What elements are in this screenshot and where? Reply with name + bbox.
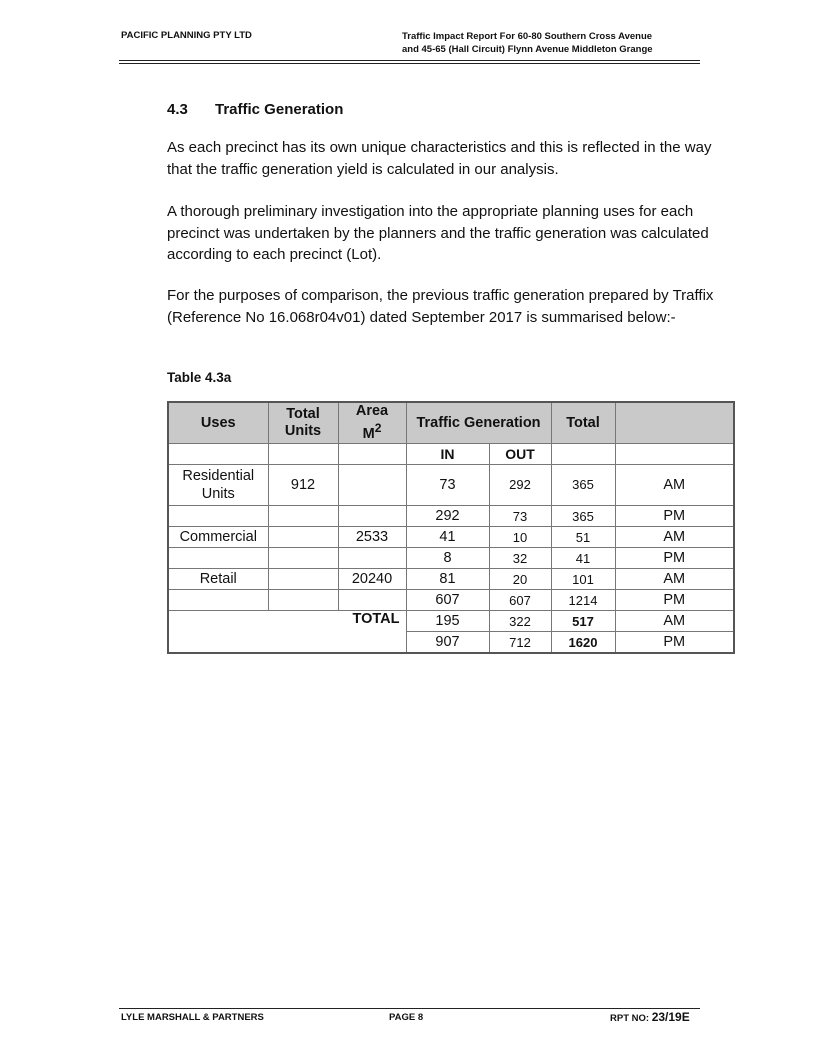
cell-area bbox=[338, 465, 406, 506]
cell-use: Commercial bbox=[168, 527, 268, 548]
subheader-empty bbox=[338, 444, 406, 465]
cell-area bbox=[338, 506, 406, 527]
total-label: TOTAL bbox=[168, 611, 406, 654]
area-unit-superscript: 2 bbox=[374, 421, 382, 436]
cell-total: 365 bbox=[551, 465, 615, 506]
footer-page-number: PAGE 8 bbox=[389, 1012, 424, 1023]
table-total-row bbox=[168, 611, 734, 632]
cell-out: 292 bbox=[489, 465, 551, 506]
col-header-total-units: Total Units bbox=[268, 402, 338, 444]
cell-period: AM bbox=[615, 465, 734, 506]
col-header-out: OUT bbox=[489, 444, 551, 465]
cell-total-period: PM bbox=[615, 632, 734, 654]
cell-total: 101 bbox=[551, 569, 615, 590]
col-header-area bbox=[338, 402, 406, 444]
cell-area bbox=[338, 548, 406, 569]
cell-out: 32 bbox=[489, 548, 551, 569]
col-header-in: IN bbox=[406, 444, 489, 465]
cell-use bbox=[168, 548, 268, 569]
table-subheader-row bbox=[168, 444, 734, 465]
subheader-empty bbox=[551, 444, 615, 465]
cell-units bbox=[268, 548, 338, 569]
cell-units bbox=[268, 506, 338, 527]
cell-area: 2533 bbox=[338, 527, 406, 548]
section-number: 4.3 bbox=[167, 101, 188, 118]
cell-out: 10 bbox=[489, 527, 551, 548]
section-title: Traffic Generation bbox=[215, 101, 344, 118]
col-header-period bbox=[615, 402, 734, 444]
table-row bbox=[168, 465, 734, 506]
cell-period: PM bbox=[615, 506, 734, 527]
cell-use: Residential Units bbox=[168, 465, 268, 506]
footer-report-prefix: RPT NO: bbox=[610, 1013, 652, 1024]
table-row bbox=[168, 590, 734, 611]
header-company: PACIFIC PLANNING PTY LTD bbox=[121, 30, 252, 41]
cell-in: 292 bbox=[406, 506, 489, 527]
footer-divider bbox=[119, 1008, 700, 1009]
cell-units bbox=[268, 590, 338, 611]
paragraph-1: As each precinct has its own unique characteristics and this is reflected in the way that the traffic generation yield is calculated in our analysis. bbox=[167, 139, 712, 178]
traffic-generation-table bbox=[167, 401, 735, 654]
table-row bbox=[168, 506, 734, 527]
cell-in: 41 bbox=[406, 527, 489, 548]
cell-grand-total: 517 bbox=[551, 611, 615, 632]
cell-in: 81 bbox=[406, 569, 489, 590]
cell-use bbox=[168, 590, 268, 611]
subheader-empty bbox=[168, 444, 268, 465]
cell-period: PM bbox=[615, 548, 734, 569]
cell-units bbox=[268, 569, 338, 590]
cell-total-out: 322 bbox=[489, 611, 551, 632]
header-divider bbox=[119, 60, 700, 61]
cell-total-period: AM bbox=[615, 611, 734, 632]
cell-area: 20240 bbox=[338, 569, 406, 590]
cell-use bbox=[168, 506, 268, 527]
table-row bbox=[168, 548, 734, 569]
cell-use: Retail bbox=[168, 569, 268, 590]
cell-period: PM bbox=[615, 590, 734, 611]
table-header-row bbox=[168, 402, 734, 444]
cell-period: AM bbox=[615, 569, 734, 590]
header-report-line-2: and 45-65 (Hall Circuit) Flynn Avenue Middleton Grange bbox=[402, 44, 653, 55]
cell-total: 365 bbox=[551, 506, 615, 527]
cell-total: 51 bbox=[551, 527, 615, 548]
footer-report-number bbox=[610, 1010, 690, 1024]
cell-period: AM bbox=[615, 527, 734, 548]
col-header-traffic-generation: Traffic Generation bbox=[406, 402, 551, 444]
cell-in: 8 bbox=[406, 548, 489, 569]
cell-total: 41 bbox=[551, 548, 615, 569]
header-divider-2 bbox=[119, 63, 700, 64]
header-report-title bbox=[402, 30, 653, 56]
footer-report-code: 23/19E bbox=[651, 1010, 690, 1024]
section-heading bbox=[167, 101, 343, 118]
footer-firm: LYLE MARSHALL & PARTNERS bbox=[121, 1012, 264, 1023]
paragraph-3: For the purposes of comparison, the previous traffic generation prepared by Traffix (Reference No 16.068r04v01) dated September 2017 is summarised below:- bbox=[167, 287, 714, 326]
header-report-line-1: Traffic Impact Report For 60-80 Southern Cross Avenue bbox=[402, 31, 653, 42]
cell-units: 912 bbox=[268, 465, 338, 506]
cell-total-out: 712 bbox=[489, 632, 551, 654]
cell-grand-total: 1620 bbox=[551, 632, 615, 654]
cell-out: 73 bbox=[489, 506, 551, 527]
cell-units bbox=[268, 527, 338, 548]
table-row bbox=[168, 569, 734, 590]
cell-in: 73 bbox=[406, 465, 489, 506]
table-caption: Table 4.3a bbox=[167, 370, 232, 385]
cell-area bbox=[338, 590, 406, 611]
cell-out: 607 bbox=[489, 590, 551, 611]
area-label: Area bbox=[355, 403, 389, 420]
cell-in: 607 bbox=[406, 590, 489, 611]
cell-total-in: 907 bbox=[406, 632, 489, 654]
subheader-empty bbox=[615, 444, 734, 465]
table-row bbox=[168, 527, 734, 548]
cell-total-in: 195 bbox=[406, 611, 489, 632]
cell-out: 20 bbox=[489, 569, 551, 590]
col-header-total: Total bbox=[551, 402, 615, 444]
cell-total: 1214 bbox=[551, 590, 615, 611]
paragraph-2: A thorough preliminary investigation into the appropriate planning uses for each precinct was undertaken by the planners and the traffic generation was calculated according to each precinct (Lot). bbox=[167, 203, 709, 263]
col-header-uses: Uses bbox=[168, 402, 268, 444]
area-unit: M bbox=[362, 425, 375, 442]
subheader-empty bbox=[268, 444, 338, 465]
